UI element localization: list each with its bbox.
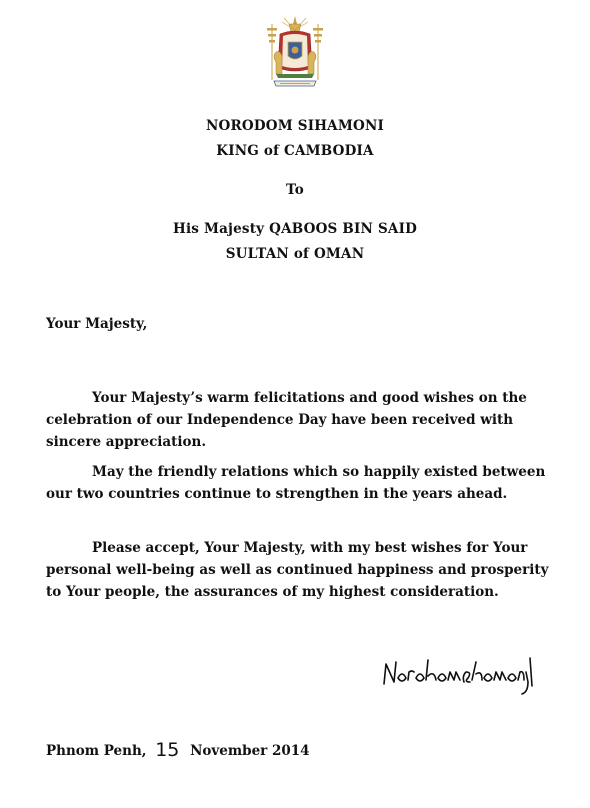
paragraph-felicitations: Your Majesty’s warm felicitations and good wishes on the celebration of our Independence Day have been received with sincere appreciation. <box>46 390 527 450</box>
salutation: Your Majesty, <box>46 316 148 332</box>
signature <box>378 648 538 696</box>
paragraph-closing: Please accept, Your Majesty, with my best wishes for Your personal well-being as well as continued happiness and prosperity to Your people, the assurances of my highest consideration. <box>46 540 549 600</box>
sender-title: KING of CAMBODIA <box>216 143 374 159</box>
to-label: To <box>286 182 304 198</box>
date-line <box>46 738 310 760</box>
date-place: Phnom Penh, <box>46 743 147 759</box>
sender-name: NORODOM SIHAMONI <box>205 118 385 134</box>
recipient-name: His Majesty QABOOS BIN SAID <box>172 221 417 237</box>
date-month-year: November 2014 <box>190 743 310 759</box>
recipient-title: SULTAN of OMAN <box>225 246 365 262</box>
paragraph-relations: May the friendly relations which so happily existed between our two countries continue to strengthen in the years ahead. <box>46 464 546 502</box>
royal-crest-icon <box>262 14 328 92</box>
date-day: 15 <box>155 739 180 761</box>
